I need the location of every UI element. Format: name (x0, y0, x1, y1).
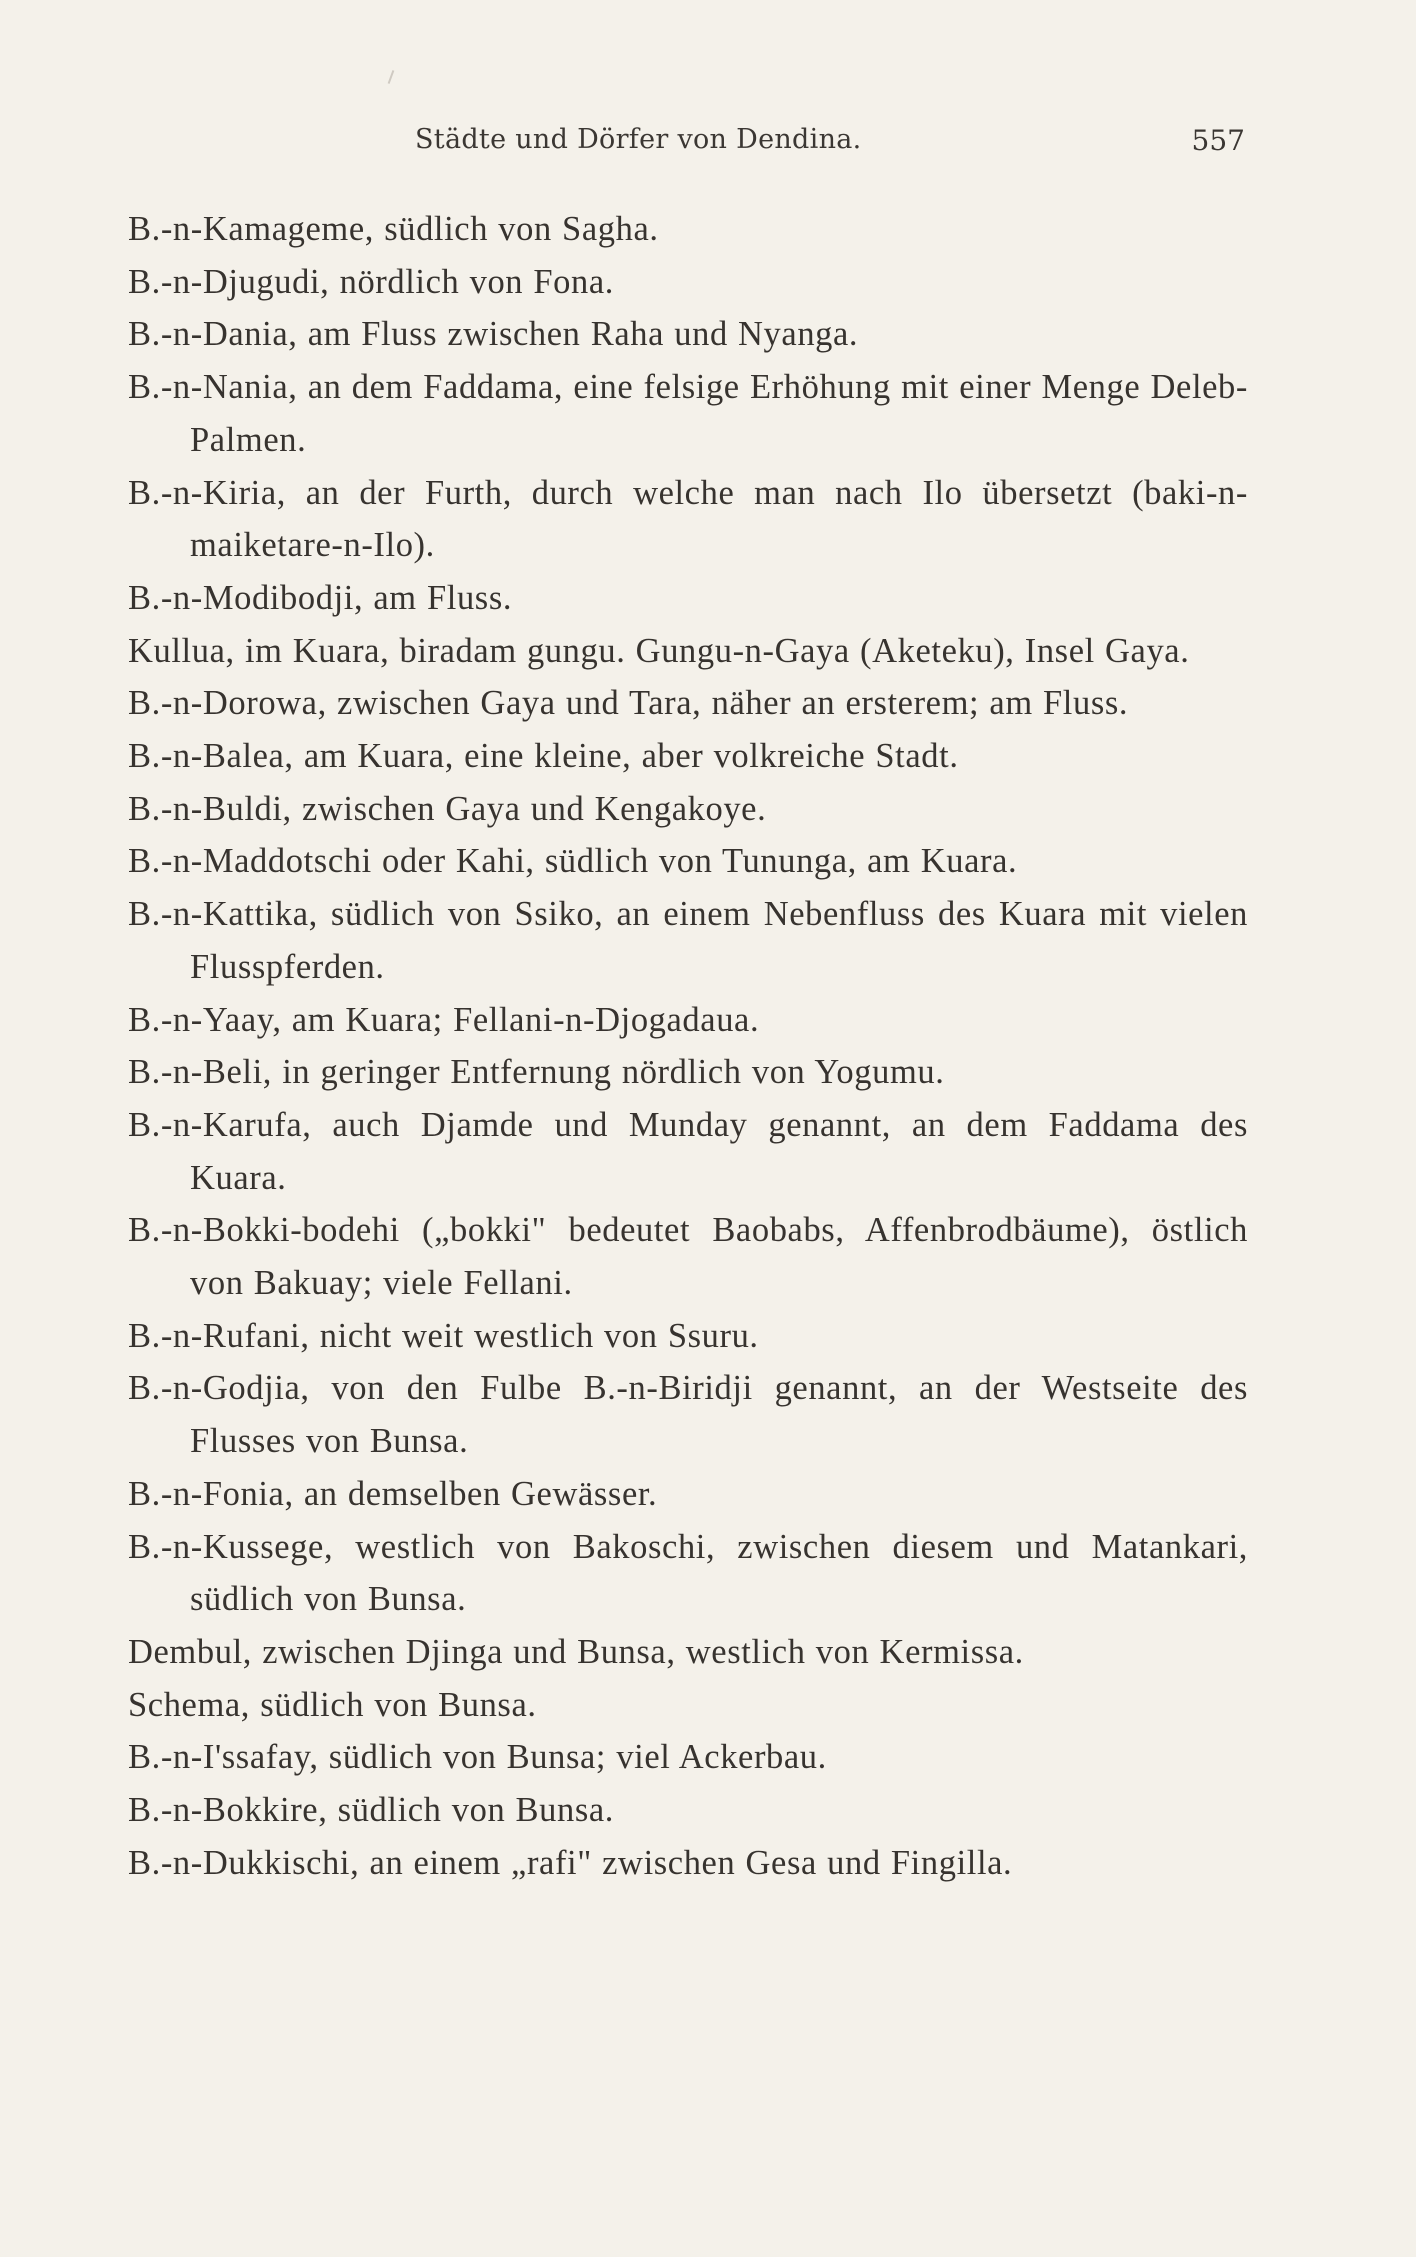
gazetteer-entry: B.-n-Godjia, von den Fulbe B.-n-Biridji genannt, an der Westseite des Flusses von Bunsa. (128, 1369, 1248, 1461)
gazetteer-entry: B.-n-Kattika, südlich von Ssiko, an einem Nebenfluss des Kuara mit vielen Flusspferden. (128, 895, 1248, 986)
gazetteer-entry: B.-n-Bokkire, südlich von Bunsa. (128, 1791, 614, 1830)
gazetteer-list (128, 203, 1248, 1890)
gazetteer-entry: Kullua, im Kuara, biradam gungu. Gungu-n-Gaya (Aketeku), Insel Gaya. (128, 631, 1190, 670)
gazetteer-entry: B.-n-Kiria, an der Furth, durch welche man nach Ilo übersetzt (baki-n-maiketare-n-Ilo). (128, 473, 1248, 565)
gazetteer-entry: B.-n-Nania, an dem Faddama, eine felsige Erhöhung mit einer Menge Deleb-Palmen. (128, 368, 1248, 459)
gazetteer-entry: B.-n-Kamageme, südlich von Sagha. (128, 210, 659, 248)
gazetteer-entry: B.-n-Maddotschi oder Kahi, südlich von Tununga, am Kuara. (128, 842, 1018, 881)
gazetteer-entry: B.-n-I'ssafay, südlich von Bunsa; viel Ackerbau. (128, 1738, 827, 1777)
gazetteer-entry: B.-n-Yaay, am Kuara; Fellani-n-Djogadaua. (128, 1000, 760, 1039)
gazetteer-entry: B.-n-Bokki-bodehi („bokki" bedeutet Baobabs, Affenbrodbäume), östlich von Bakuay; viele Fellani. (128, 1211, 1248, 1303)
header-title: Städte und Dörfer von Dendina. (415, 124, 862, 155)
gazetteer-entry: B.-n-Beli, in geringer Entfernung nördlich von Yogumu. (128, 1053, 945, 1092)
gazetteer-entry: B.-n-Balea, am Kuara, eine kleine, aber volkreiche Stadt. (128, 737, 959, 776)
gazetteer-entry: Schema, südlich von Bunsa. (128, 1685, 537, 1724)
gazetteer-entry: Dembul, zwischen Djinga und Bunsa, westlich von Kermissa. (128, 1632, 1024, 1671)
gazetteer-entry: B.-n-Djugudi, nördlich von Fona. (128, 262, 614, 301)
gazetteer-entry: B.-n-Kussege, westlich von Bakoschi, zwischen diesem und Matankari, südlich von Bunsa. (128, 1527, 1248, 1619)
page-number: 557 (1191, 124, 1245, 157)
print-blemish (388, 70, 395, 84)
gazetteer-entry: B.-n-Rufani, nicht weit westlich von Ssuru. (128, 1316, 759, 1355)
gazetteer-entry: B.-n-Modibodji, am Fluss. (128, 578, 513, 617)
gazetteer-entry: B.-n-Dukkischi, an einem „rafi" zwischen Gesa und Fingilla. (128, 1843, 1013, 1882)
gazetteer-entry: B.-n-Buldi, zwischen Gaya und Kengakoye. (128, 789, 767, 828)
gazetteer-entry: B.-n-Karufa, auch Djamde und Munday genannt, an dem Faddama des Kuara. (128, 1105, 1248, 1197)
gazetteer-entry: B.-n-Dorowa, zwischen Gaya und Tara, näher an ersterem; am Fluss. (128, 684, 1129, 723)
gazetteer-entry: B.-n-Dania, am Fluss zwischen Raha und Nyanga. (128, 315, 859, 354)
running-header (415, 124, 1245, 164)
gazetteer-entry: B.-n-Fonia, an demselben Gewässer. (128, 1474, 658, 1513)
